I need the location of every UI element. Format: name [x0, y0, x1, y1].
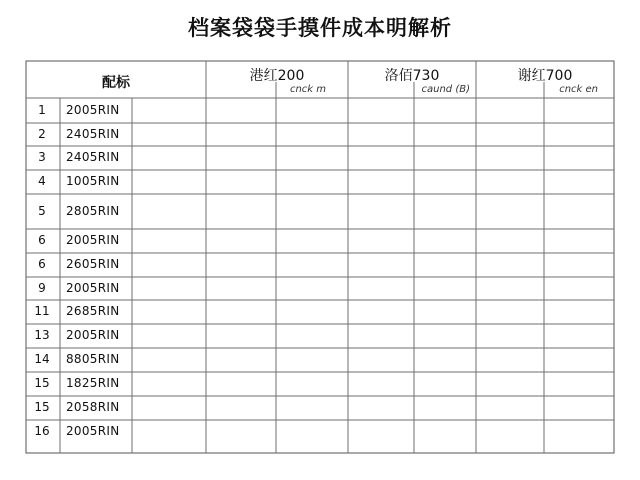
row-code: 2005RIN: [66, 102, 120, 117]
row-number: 15: [34, 376, 50, 390]
row-code: 2605RIN: [66, 257, 120, 271]
row-code: 2805RIN: [66, 203, 120, 218]
row-code: 2005RIN: [66, 424, 120, 438]
row-code: 2005RIN: [66, 328, 120, 342]
row-code: 2005RIN: [66, 233, 120, 247]
row-number: 5: [38, 203, 46, 218]
document-title: 档案袋袋手摸件成本明解析: [188, 16, 452, 40]
row-number: 2: [38, 126, 46, 141]
row-number: 15: [34, 400, 50, 414]
row-number: 1: [38, 102, 46, 117]
row-code: 1005RIN: [66, 174, 120, 188]
row-code: 2058RIN: [66, 400, 120, 414]
row-number: 16: [34, 424, 50, 438]
row-number: 4: [38, 174, 46, 188]
row-code: 2405RIN: [66, 150, 120, 164]
row-code: 2405RIN: [66, 126, 120, 141]
row-number: 9: [38, 280, 46, 295]
header-group-name: 洛佰730: [384, 68, 440, 84]
row-number: 13: [34, 328, 50, 342]
row-number: 11: [34, 304, 50, 318]
row-number: 6: [38, 257, 46, 271]
row-code: 2005RIN: [66, 280, 120, 295]
header-index-label: 配标: [102, 75, 130, 91]
row-code: 2685RIN: [66, 304, 120, 318]
row-code: 1825RIN: [66, 376, 120, 390]
row-number: 3: [38, 150, 46, 164]
header-group-name: 谢红700: [517, 68, 573, 84]
header-group-name: 港红200: [249, 68, 305, 84]
row-number: 14: [34, 352, 50, 366]
row-number: 6: [38, 233, 46, 247]
header-group-sub: cnck m: [289, 84, 326, 95]
header-group-sub: caund (B): [421, 84, 470, 95]
header-group-sub: cnck en: [559, 84, 598, 95]
row-code: 8805RIN: [66, 352, 120, 366]
